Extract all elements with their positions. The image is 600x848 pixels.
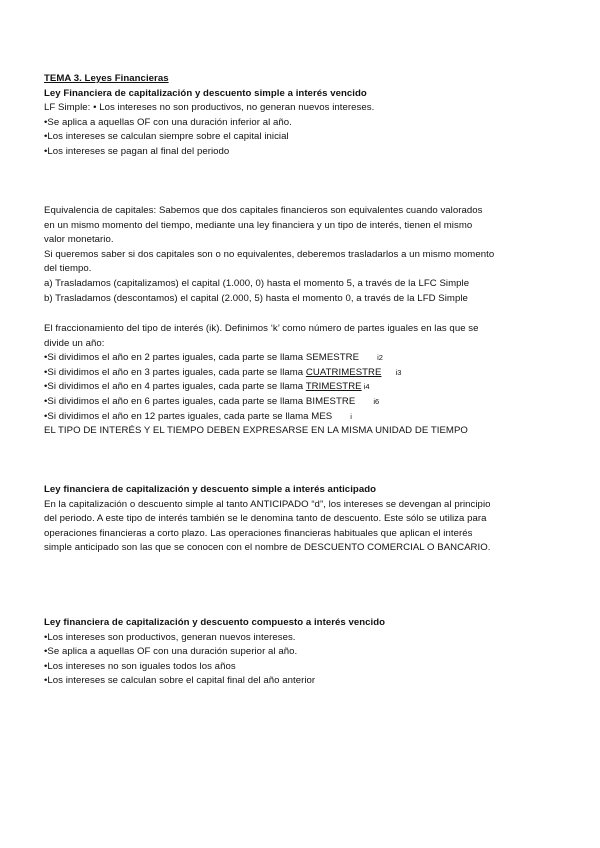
bullet-text: •Si dividimos el año en 2 partes iguales, cada parte se llama SEMESTRE [44, 352, 360, 364]
subscript-label: i4 [363, 382, 370, 392]
section-simple-vencido [44, 72, 564, 160]
bullet-item: •Los intereses se calculan sobre el capital final del año anterior [44, 675, 316, 687]
bullet-item: •Los intereses se pagan al final del periodo [44, 145, 230, 157]
paragraph-line: simple anticipado son las que se conocen con el nombre de DESCUENTO COMERCIAL O BANCARIO. [44, 542, 491, 554]
paragraph-line: b) Trasladamos (descontamos) el capital (2.000, 5) hasta el momento 0, a través de la LFD Simple [44, 292, 468, 304]
bullet-item [44, 366, 564, 381]
subscript-label: i6 [373, 396, 380, 406]
bullet-text: •Si dividimos el año en 6 partes iguales, cada parte se llama BIMESTRE [44, 395, 356, 407]
underlined-term: CUATRIMESTRE [305, 366, 382, 378]
section-fraccionamiento [44, 322, 564, 439]
bullet-item: •Se aplica a aquellas OF con una duración superior al año. [44, 646, 298, 658]
bullet-item [44, 410, 564, 425]
paragraph-line: a) Trasladamos (capitalizamos) el capital (1.000, 0) hasta el momento 5, a través de la LFC Simple [44, 277, 470, 289]
bullet-item [44, 395, 564, 410]
section-heading: Ley financiera de capitalización y descuento compuesto a interés vencido [44, 617, 386, 628]
paragraph-line: Si queremos saber si dos capitales son o no equivalentes, deberemos trasladarlos a un mismo momento [44, 248, 495, 260]
paragraph-line: LF Simple: • Los intereses no son productivos, no generan nuevos intereses. [44, 102, 375, 114]
paragraph-line: del tiempo. [44, 263, 92, 275]
bullet-item: •Los intereses se calculan siempre sobre el capital inicial [44, 131, 289, 143]
bullet-text: •Si dividimos el año en 4 partes iguales, cada parte se llama [44, 381, 306, 393]
emphasis-line: EL TIPO DE INTERÉS Y EL TIEMPO DEBEN EXPRESARSE EN LA MISMA UNIDAD DE TIEMPO [44, 425, 468, 437]
subscript-label: i [350, 411, 352, 421]
paragraph-line: Equivalencia de capitales: Sabemos que dos capitales financieros son equivalentes cuando valorados [44, 205, 483, 216]
section-simple-anticipado [44, 483, 564, 556]
bullet-item: •Se aplica a aquellas OF con una duración inferior al año. [44, 116, 292, 128]
bullet-item [44, 351, 564, 366]
section-compuesto-vencido [44, 616, 564, 689]
bullet-item: •Los intereses no son iguales todos los años [44, 660, 236, 672]
underlined-term: TRIMESTRE [305, 381, 362, 393]
bullet-text: •Si dividimos el año en 3 partes iguales, cada parte se llama [44, 366, 306, 378]
bullet-item: •Los intereses son productivos, generan nuevos intereses. [44, 631, 296, 643]
topic-title: TEMA 3. Leyes Financieras [44, 73, 169, 84]
paragraph-line: en un mismo momento del tiempo, mediante una ley financiera y un tipo de interés, tienen el mismo [44, 219, 473, 231]
paragraph-line: valor monetario. [44, 234, 114, 246]
subscript-label: i3 [395, 367, 402, 377]
paragraph-line: El fraccionamiento del tipo de interés (ik). Definimos ‘k’ como número de partes iguales en las que se [44, 323, 479, 334]
section-heading: Ley Financiera de capitalización y descuento simple a interés vencido [44, 87, 367, 99]
subscript-label: i2 [377, 353, 384, 363]
paragraph-line: En la capitalización o descuento simple al tanto ANTICIPADO “d”, los intereses se devengan al principio [44, 498, 491, 510]
bullet-item [44, 380, 564, 395]
paragraph-line: divide un año: [44, 337, 105, 349]
section-heading: Ley financiera de capitalización y descuento simple a interés anticipado [44, 484, 377, 495]
bullet-text: •Si dividimos el año en 12 partes iguales, cada parte se llama MES [44, 410, 333, 422]
paragraph-line: del periodo. A este tipo de interés también se le denomina tanto de descuento. Este sólo se utiliza para [44, 513, 487, 525]
paragraph-line: operaciones financieras a corto plazo. Las operaciones financieras habituales que aplican el interés [44, 527, 473, 539]
section-equivalencia [44, 204, 564, 306]
